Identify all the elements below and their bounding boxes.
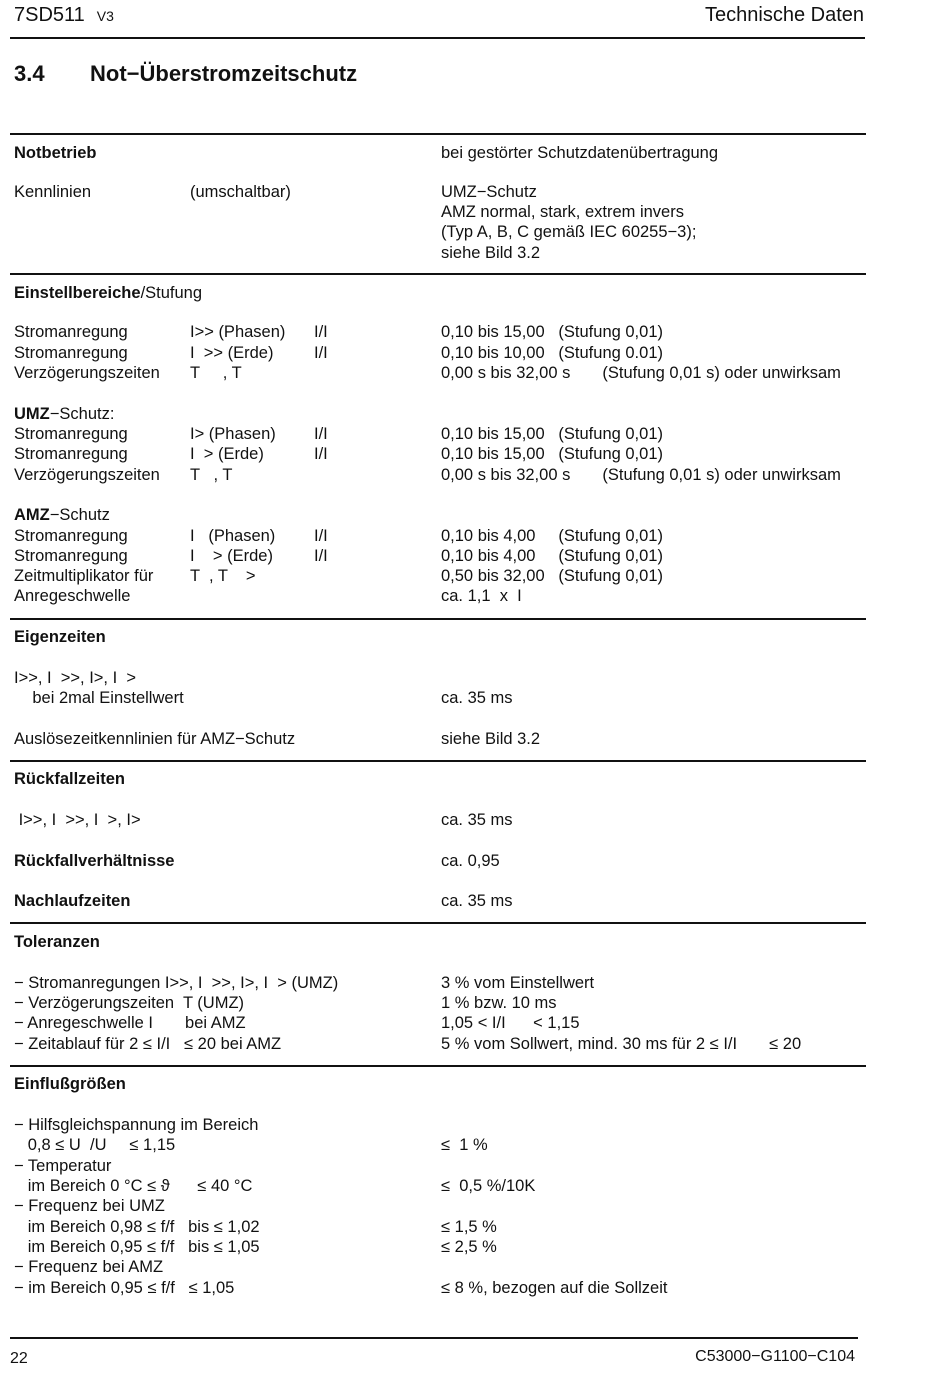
spec-row: [14, 1013, 884, 1033]
spec-row: [14, 627, 884, 647]
spec-cell-c1: Auslösezeitkennlinien für AMZ−Schutz: [14, 730, 296, 748]
spec-row: [14, 1135, 884, 1155]
spec-cell-c1: Stromanregung: [14, 445, 128, 463]
spec-cell-c2: I > (Erde): [190, 445, 264, 463]
spec-cell-c3: I/I: [314, 547, 328, 565]
spec-row: [14, 566, 884, 586]
page-number: 22: [10, 1350, 28, 1367]
spec-row: [14, 1257, 884, 1277]
spec-row: [14, 526, 884, 546]
spec-row: [14, 851, 884, 871]
section-number: 3.4: [14, 61, 45, 86]
spec-cell-c1: Stromanregung: [14, 527, 128, 545]
spec-cell-c1: I>>, I >>, I>, I >: [14, 669, 136, 687]
spec-cell-c1: − Temperatur: [14, 1157, 112, 1175]
spec-cell-c1: − Hilfsgleichspannung im Bereich: [14, 1116, 259, 1134]
spec-cell-c1: Stromanregung: [14, 425, 128, 443]
spec-cell-c4: ca. 35 ms: [441, 811, 513, 829]
spec-cell-c1: Rückfallzeiten: [14, 770, 125, 788]
spec-cell-c4: 0,50 bis 32,00 (Stufung 0,01): [441, 567, 663, 585]
spec-cell-c2: T , T: [190, 466, 233, 484]
spec-cell-c1: − Frequenz bei AMZ: [14, 1258, 164, 1276]
spec-cell-c1: − Zeitablauf für 2 ≤ I/I ≤ 20 bei AMZ: [14, 1035, 282, 1053]
spec-row: [14, 1115, 884, 1135]
spec-row: [14, 143, 884, 163]
spec-cell-c1: − Verzögerungszeiten T (UMZ): [14, 994, 245, 1012]
spec-cell-c1: Einstellbereiche/Stufung: [14, 284, 203, 302]
spec-row: [14, 363, 884, 383]
spec-cell-c4: 0,00 s bis 32,00 s (Stufung 0,01 s) oder unwirksam: [441, 466, 841, 484]
spec-row: [14, 973, 884, 993]
section-divider: [10, 273, 866, 275]
spec-row: [14, 343, 884, 363]
header-chapter: Technische Daten: [705, 4, 864, 26]
spec-cell-c2: I >> (Erde): [190, 344, 274, 362]
spec-cell-c1: UMZ−Schutz:: [14, 405, 115, 423]
spec-cell-c1: Nachlaufzeiten: [14, 892, 131, 910]
spec-row: [14, 283, 884, 303]
spec-row: [14, 769, 884, 789]
spec-cell-c1: Verzögerungszeiten: [14, 364, 160, 382]
spec-row: [14, 1237, 884, 1257]
spec-row: [14, 1196, 884, 1216]
section-heading: Not−Überstromzeitschutz: [90, 61, 358, 86]
spec-cell-c4: 1 % bzw. 10 ms: [441, 994, 557, 1012]
spec-row: [14, 688, 884, 708]
spec-cell-c1: Stromanregung: [14, 547, 128, 565]
section-title: [14, 61, 357, 87]
spec-cell-c1: Verzögerungszeiten: [14, 466, 160, 484]
spec-row: [14, 505, 884, 525]
spec-cell-c1: Toleranzen: [14, 933, 100, 951]
spec-row: [14, 322, 884, 342]
spec-cell-c4: ca. 0,95: [441, 852, 500, 870]
spec-row: [14, 1034, 884, 1054]
spec-cell-c2: T , T >: [190, 567, 256, 585]
spec-cell-c1: Anregeschwelle: [14, 587, 131, 605]
spec-cell-c1: Eigenzeiten: [14, 628, 106, 646]
spec-cell-c1: bei 2mal Einstellwert: [14, 689, 184, 707]
spec-row: [14, 222, 884, 242]
spec-cell-c2: I>> (Phasen): [190, 323, 286, 341]
section-divider: [10, 133, 866, 135]
spec-cell-c1: − im Bereich 0,95 ≤ f/f ≤ 1,05: [14, 1279, 235, 1297]
spec-cell-c3: I/I: [314, 323, 328, 341]
spec-row: [14, 668, 884, 688]
spec-row: [14, 1217, 884, 1237]
spec-cell-c4: UMZ−Schutz: [441, 183, 537, 201]
spec-cell-c4: ≤ 0,5 %/10K: [441, 1177, 536, 1195]
spec-cell-c4: ≤ 8 %, bezogen auf die Sollzeit: [441, 1279, 668, 1297]
header-rule: [10, 37, 865, 39]
spec-row: [14, 202, 884, 222]
product-version: V3: [96, 8, 114, 24]
spec-cell-c3: I/I: [314, 425, 328, 443]
spec-cell-c1: Stromanregung: [14, 344, 128, 362]
spec-cell-c4: 0,10 bis 15,00 (Stufung 0,01): [441, 445, 663, 463]
spec-cell-c2: (umschaltbar): [190, 183, 291, 201]
spec-cell-c2: T , T: [190, 364, 242, 382]
spec-cell-c4: 0,10 bis 15,00 (Stufung 0,01): [441, 323, 663, 341]
spec-cell-c4: ca. 35 ms: [441, 689, 513, 707]
spec-cell-c4: siehe Bild 3.2: [441, 730, 541, 748]
spec-cell-c3: I/I: [314, 527, 328, 545]
spec-cell-c4: ca. 1,1 x I: [441, 587, 522, 605]
spec-cell-c4: 0,10 bis 4,00 (Stufung 0,01): [441, 527, 663, 545]
document-number: C53000−G1100−C104: [695, 1348, 855, 1365]
spec-cell-c4: AMZ normal, stark, extrem invers: [441, 203, 684, 221]
spec-cell-c4: siehe Bild 3.2: [441, 244, 541, 262]
spec-row: [14, 993, 884, 1013]
spec-cell-c1: im Bereich 0,98 ≤ f/f bis ≤ 1,02: [14, 1218, 260, 1236]
header-product: [14, 4, 114, 27]
spec-cell-c1: im Bereich 0 °C ≤ ϑ ≤ 40 °C: [14, 1177, 253, 1195]
spec-cell-c1: im Bereich 0,95 ≤ f/f bis ≤ 1,05: [14, 1238, 260, 1256]
section-divider: [10, 922, 866, 924]
spec-row: [14, 1176, 884, 1196]
spec-cell-c4: ca. 35 ms: [441, 892, 513, 910]
spec-row: [14, 424, 884, 444]
spec-row: [14, 182, 884, 202]
spec-row: [14, 444, 884, 464]
spec-row: [14, 1074, 884, 1094]
spec-cell-c1: Stromanregung: [14, 323, 128, 341]
spec-cell-c1: − Frequenz bei UMZ: [14, 1197, 165, 1215]
spec-cell-c1: AMZ−Schutz: [14, 506, 110, 524]
spec-cell-c1: − Stromanregungen I>>, I >>, I>, I > (UMZ): [14, 974, 339, 992]
spec-row: [14, 404, 884, 424]
spec-cell-c4: 0,10 bis 4,00 (Stufung 0,01): [441, 547, 663, 565]
spec-cell-c4: bei gestörter Schutzdatenübertragung: [441, 144, 719, 162]
spec-row: [14, 932, 884, 952]
spec-cell-c1: Einflußgrößen: [14, 1075, 126, 1093]
spec-cell-c4: 0,10 bis 10,00 (Stufung 0.01): [441, 344, 663, 362]
spec-cell-c1: Notbetrieb: [14, 144, 97, 162]
product-name: 7SD511: [14, 4, 85, 26]
spec-row: [14, 729, 884, 749]
spec-cell-c4: 0,00 s bis 32,00 s (Stufung 0,01 s) oder unwirksam: [441, 364, 841, 382]
spec-cell-c4: ≤ 1 %: [441, 1136, 488, 1154]
spec-row: [14, 586, 884, 606]
section-divider: [10, 1065, 866, 1067]
spec-cell-c1: I>>, I >>, I >, I>: [14, 811, 141, 829]
spec-cell-c3: I/I: [314, 344, 328, 362]
spec-cell-c1: Kennlinien: [14, 183, 92, 201]
section-divider: [10, 760, 866, 762]
spec-cell-c1: Rückfallverhältnisse: [14, 852, 175, 870]
spec-cell-c4: 5 % vom Sollwert, mind. 30 ms für 2 ≤ I/I ≤ 20: [441, 1035, 802, 1053]
spec-cell-c4: ≤ 2,5 %: [441, 1238, 497, 1256]
spec-cell-c2: I> (Phasen): [190, 425, 276, 443]
spec-cell-c2: I > (Erde): [190, 547, 273, 565]
footer-rule: [10, 1337, 858, 1339]
spec-row: [14, 1156, 884, 1176]
spec-cell-c3: I/I: [314, 445, 328, 463]
spec-cell-c4: 3 % vom Einstellwert: [441, 974, 595, 992]
section-divider: [10, 618, 866, 620]
spec-cell-c4: (Typ A, B, C gemäß IEC 60255−3);: [441, 223, 697, 241]
spec-cell-c4: ≤ 1,5 %: [441, 1218, 497, 1236]
spec-row: [14, 546, 884, 566]
spec-row: [14, 810, 884, 830]
spec-cell-c4: 1,05 < I/I < 1,15: [441, 1014, 580, 1032]
spec-cell-c2: I (Phasen): [190, 527, 276, 545]
spec-row: [14, 1278, 884, 1298]
spec-row: [14, 465, 884, 485]
spec-cell-c4: 0,10 bis 15,00 (Stufung 0,01): [441, 425, 663, 443]
spec-row: [14, 891, 884, 911]
spec-cell-c1: − Anregeschwelle I bei AMZ: [14, 1014, 246, 1032]
spec-row: [14, 243, 884, 263]
spec-cell-c1: Zeitmultiplikator für: [14, 567, 154, 585]
spec-cell-c1: 0,8 ≤ U /U ≤ 1,15: [14, 1136, 176, 1154]
